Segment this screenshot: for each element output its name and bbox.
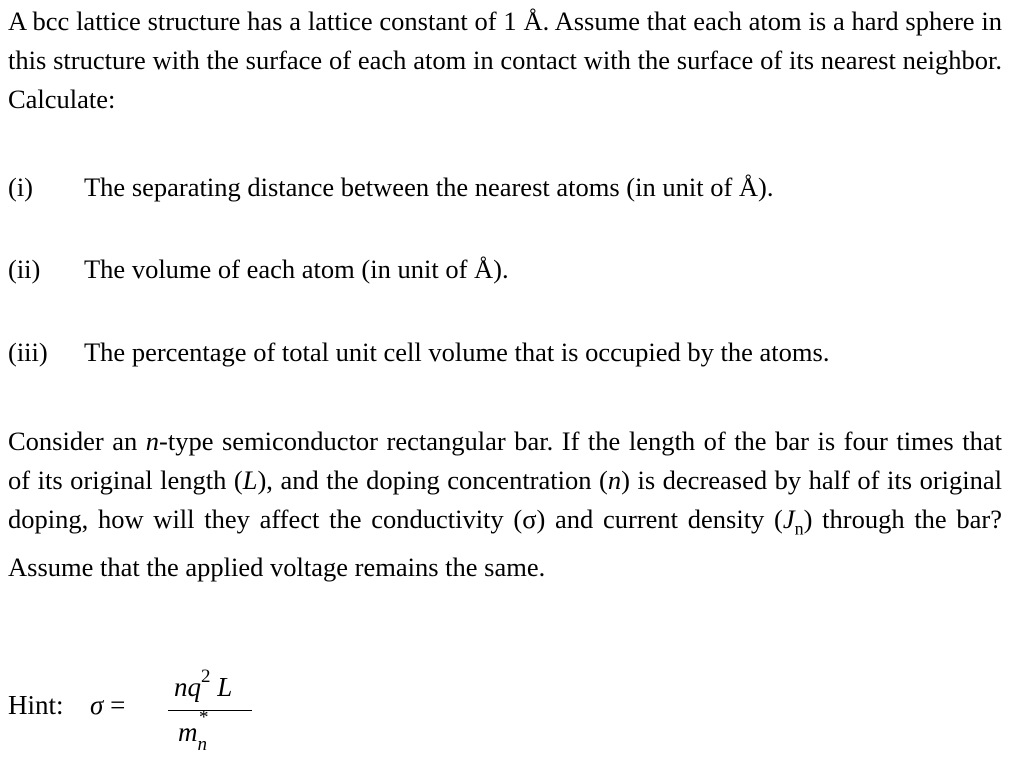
text-segment: ) through the bar? Assume that the applied voltage remains the same. — [8, 504, 1002, 583]
item-text: The percentage of total unit cell volume that is occupied by the atoms. — [84, 337, 830, 367]
text-segment: ) is decreased by half of its original doping, how will they affect the conductivity (σ) and current density ( — [8, 465, 1002, 534]
hint-label: Hint: — [8, 690, 64, 720]
sigma-symbol: σ — [90, 690, 104, 720]
text-segment: Consider an — [8, 426, 146, 456]
numerator-tail: L — [210, 672, 233, 702]
fraction-denominator — [178, 707, 217, 755]
question-1-item-iii — [8, 333, 1002, 372]
variable-J: J — [782, 504, 795, 534]
denominator-subscript: n — [197, 734, 207, 755]
fraction-bar — [168, 710, 252, 711]
formula-fraction — [168, 660, 252, 760]
variable-L: L — [242, 465, 258, 495]
equals-sign: = — [110, 690, 126, 720]
denominator-base: m — [178, 717, 198, 747]
hint-formula — [8, 660, 408, 760]
subscript-n: n — [794, 518, 804, 539]
question-1-item-i — [8, 168, 1002, 207]
item-text: The volume of each atom (in unit of Å). — [84, 254, 509, 284]
variable-n: n — [607, 465, 622, 495]
denominator-superscript: * — [199, 707, 209, 728]
numerator-base: nq — [174, 672, 201, 702]
text-segment: ), and the doping concentration ( — [257, 465, 608, 495]
variable-n: n — [145, 426, 160, 456]
item-number: (iii) — [8, 337, 48, 367]
item-number: (i) — [8, 172, 34, 202]
numerator-exponent: 2 — [201, 666, 211, 687]
text-segment: -type semiconductor rectangular bar. If the length of the bar is four times that of its original length ( — [8, 426, 1003, 495]
formula-lhs — [90, 690, 125, 721]
question-1-intro: A bcc lattice structure has a lattice constant of 1 Å. Assume that each atom is a hard sphere in this structure with the surface of each atom in contact with the surface of its nearest neighbor. Calculate: — [8, 6, 1002, 114]
question-2-text — [8, 422, 1002, 587]
fraction-numerator — [174, 666, 233, 703]
item-text: The separating distance between the nearest atoms (in unit of Å). — [84, 172, 774, 202]
item-number: (ii) — [8, 254, 41, 284]
question-1-item-ii — [8, 250, 1002, 289]
